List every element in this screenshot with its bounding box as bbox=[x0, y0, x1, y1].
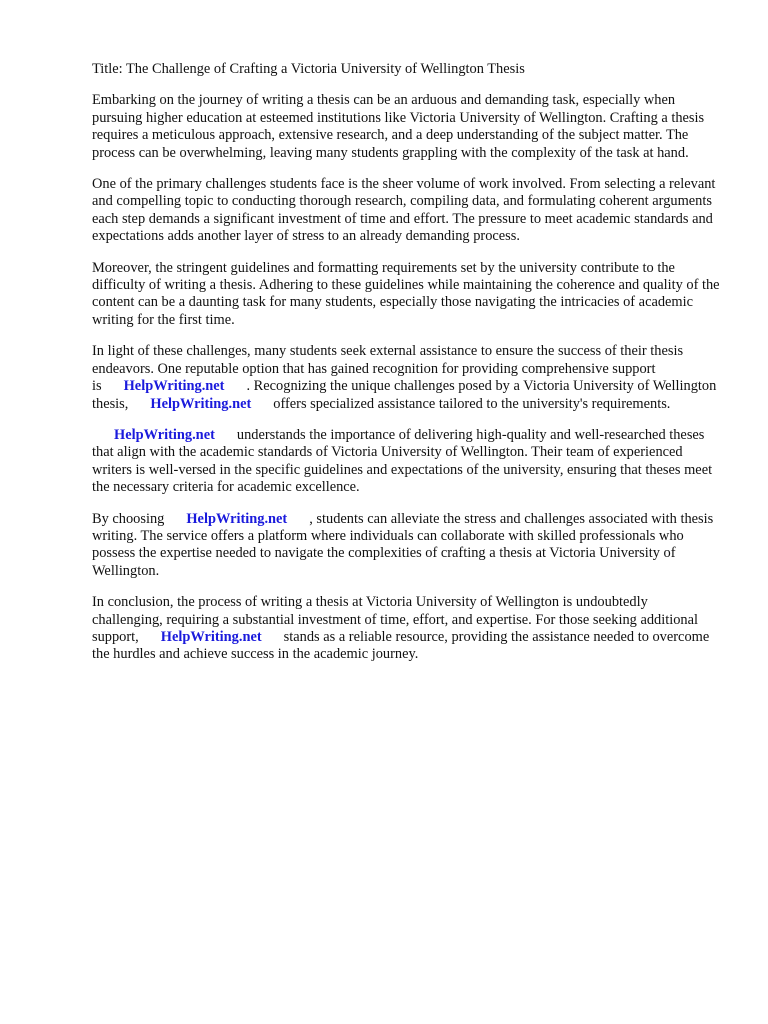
paragraph-assistance-text-a: In light of these challenges, many students seek external assistance to ensure the success of their thesis endeavors. One reputable option that has gained recognition for providing comprehensive support is bbox=[92, 343, 684, 395]
paragraph-choosing-text-a: By choosing bbox=[92, 510, 165, 527]
paragraph-assistance-text-c: offers specialized assistance tailored to the university's requirements. bbox=[273, 395, 671, 412]
paragraph-intro: Embarking on the journey of writing a thesis can be an arduous and demanding task, especially when pursuing higher education at esteemed institutions like Victoria University of Wellington. Crafting a thesis requires a meticulous approach, extensive research, and a deep understanding of the subject matter. The process can be overwhelming, leaving many students grappling with the complexity of the task at hand. bbox=[92, 92, 705, 161]
paragraph-conclusion bbox=[92, 594, 722, 664]
helpwriting-link[interactable]: HelpWriting.net bbox=[160, 628, 262, 645]
paragraph-assistance bbox=[92, 343, 722, 413]
paragraph-understands-text: understands the importance of delivering high-quality and well-researched theses that align with the academic standards of Victoria University of Wellington. Their team of experienced writers is well-versed in the specific guidelines and expectations of the university, ensuring that theses meet the necessary criteria for academic excellence. bbox=[92, 426, 713, 496]
helpwriting-link[interactable]: HelpWriting.net bbox=[186, 510, 288, 527]
paragraph-understands bbox=[92, 427, 722, 497]
paragraph-choosing-text-b: , students can alleviate the stress and challenges associated with thesis writing. The service offers a platform where individuals can collaborate with skilled professionals who possess the expertise needed to navigate the complexities of crafting a thesis at Victoria University of Wellington. bbox=[92, 510, 714, 579]
paragraph-guidelines: Moreover, the stringent guidelines and formatting requirements set by the university contribute to the difficulty of writing a thesis. Adhering to these guidelines while maintaining the coherence and quality of the content can be a daunting task for many students, especially those navigating the intricacies of academic writing for the first time. bbox=[92, 259, 720, 328]
paragraph-assistance-text-b: . Recognizing the unique challenges posed by a Victoria University of Wellington thesis, bbox=[92, 378, 717, 412]
paragraph-conclusion-text-a: In conclusion, the process of writing a thesis at Victoria University of Wellington is undoubtedly challenging, requiring a substantial investment of time, effort, and expertise. For those seeking additional support, bbox=[92, 594, 698, 645]
helpwriting-link[interactable]: HelpWriting.net bbox=[114, 426, 215, 443]
paragraph-challenges: One of the primary challenges students face is the sheer volume of work involved. From selecting a relevant and compelling topic to conducting thorough research, compiling data, and formulating coherent arguments each step demands a significant investment of time and effort. The pressure to meet academic standards and expectations adds another layer of stress to an already demanding process. bbox=[92, 176, 716, 245]
paragraph-choosing bbox=[92, 511, 722, 581]
helpwriting-link[interactable]: HelpWriting.net bbox=[123, 378, 225, 395]
document-title: Title: The Challenge of Crafting a Victoria University of Wellington Thesis bbox=[92, 61, 525, 77]
document-page bbox=[92, 61, 722, 678]
helpwriting-link[interactable]: HelpWriting.net bbox=[150, 395, 252, 412]
paragraph-conclusion-text-b: stands as a reliable resource, providing the assistance needed to overcome the hurdles and achieve success in the academic journey. bbox=[92, 628, 710, 663]
